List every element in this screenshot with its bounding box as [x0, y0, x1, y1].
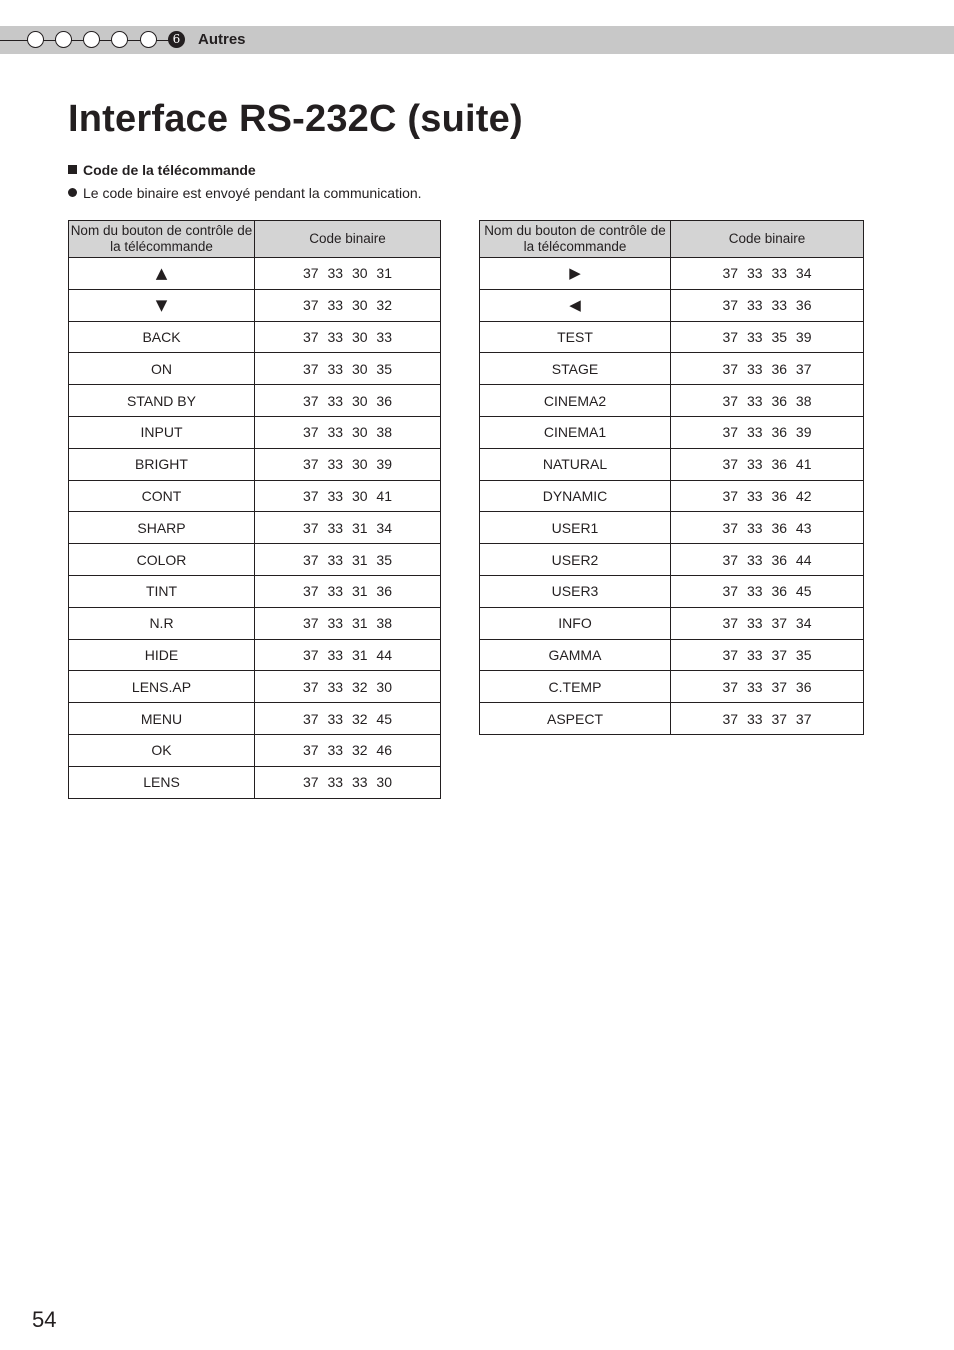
table-row — [69, 258, 441, 290]
column-header-name: Nom du bouton de contrôle de la télécommande — [69, 221, 255, 258]
table-row — [480, 544, 864, 576]
button-name-cell: USER1 — [480, 512, 671, 544]
table-row — [480, 416, 864, 448]
button-name-cell: ▲ — [69, 258, 255, 290]
table-row — [69, 575, 441, 607]
column-header-code: Code binaire — [671, 221, 864, 258]
table-row — [480, 703, 864, 735]
binary-code-cell: 37 33 35 39 — [671, 321, 864, 353]
button-name-cell: USER2 — [480, 544, 671, 576]
subheading-text: Code de la télécommande — [83, 162, 256, 178]
chapter-circle-5 — [140, 31, 157, 48]
code-table-left — [68, 220, 441, 799]
binary-code-cell: 37 33 36 45 — [671, 575, 864, 607]
button-name-cell: BACK — [69, 321, 255, 353]
binary-code-cell: 37 33 30 32 — [255, 289, 441, 321]
table-row — [69, 353, 441, 385]
button-name-cell: BRIGHT — [69, 448, 255, 480]
button-name-cell: LENS.AP — [69, 671, 255, 703]
table-row — [480, 639, 864, 671]
button-name-cell: INPUT — [69, 416, 255, 448]
binary-code-cell: 37 33 30 31 — [255, 258, 441, 290]
table-row — [69, 671, 441, 703]
column-header-name: Nom du bouton de contrôle de la télécommande — [480, 221, 671, 258]
binary-code-cell: 37 33 36 37 — [671, 353, 864, 385]
binary-code-cell: 37 33 32 45 — [255, 703, 441, 735]
note — [68, 185, 422, 202]
binary-code-cell: 37 33 31 36 — [255, 575, 441, 607]
binary-code-cell: 37 33 31 34 — [255, 512, 441, 544]
binary-code-cell: 37 33 30 38 — [255, 416, 441, 448]
table-row — [480, 512, 864, 544]
button-name-cell: CINEMA1 — [480, 416, 671, 448]
button-name-cell: TEST — [480, 321, 671, 353]
table-row — [480, 321, 864, 353]
table-row — [480, 353, 864, 385]
table-row — [69, 766, 441, 798]
chapter-number-badge: 6 — [168, 31, 185, 48]
chapter-circle-2 — [55, 31, 72, 48]
table-row — [69, 512, 441, 544]
binary-code-cell: 37 33 36 43 — [671, 512, 864, 544]
binary-code-cell: 37 33 37 35 — [671, 639, 864, 671]
button-name-cell: SHARP — [69, 512, 255, 544]
button-name-cell: GAMMA — [480, 639, 671, 671]
table-row — [480, 289, 864, 321]
column-header-code: Code binaire — [255, 221, 441, 258]
button-name-cell: OK — [69, 734, 255, 766]
binary-code-cell: 37 33 31 44 — [255, 639, 441, 671]
binary-code-cell: 37 33 31 35 — [255, 544, 441, 576]
button-name-cell: USER3 — [480, 575, 671, 607]
button-name-cell: STAGE — [480, 353, 671, 385]
code-table-right — [479, 220, 864, 735]
button-name-cell: ◀ — [480, 289, 671, 321]
button-name-cell: ▶ — [480, 258, 671, 290]
button-name-cell: TINT — [69, 575, 255, 607]
binary-code-cell: 37 33 37 34 — [671, 607, 864, 639]
button-name-cell: ▼ — [69, 289, 255, 321]
table-row — [69, 544, 441, 576]
table-row — [69, 385, 441, 417]
square-bullet-icon — [68, 165, 77, 174]
binary-code-cell: 37 33 37 36 — [671, 671, 864, 703]
binary-code-cell: 37 33 36 42 — [671, 480, 864, 512]
subheading — [68, 162, 256, 179]
table-row — [480, 671, 864, 703]
binary-code-cell: 37 33 30 36 — [255, 385, 441, 417]
table-row — [69, 448, 441, 480]
chapter-circle-4 — [111, 31, 128, 48]
binary-code-cell: 37 33 36 38 — [671, 385, 864, 417]
binary-code-cell: 37 33 37 37 — [671, 703, 864, 735]
binary-code-cell: 37 33 30 41 — [255, 480, 441, 512]
button-name-cell: HIDE — [69, 639, 255, 671]
button-name-cell: CINEMA2 — [480, 385, 671, 417]
chapter-circle-3 — [83, 31, 100, 48]
binary-code-cell: 37 33 33 36 — [671, 289, 864, 321]
table-row — [480, 480, 864, 512]
table-row — [69, 289, 441, 321]
button-name-cell: STAND BY — [69, 385, 255, 417]
binary-code-cell: 37 33 36 41 — [671, 448, 864, 480]
table-row — [480, 258, 864, 290]
binary-code-cell: 37 33 30 33 — [255, 321, 441, 353]
page-title: Interface RS-232C (suite) — [68, 98, 523, 140]
button-name-cell: ON — [69, 353, 255, 385]
page-number: 54 — [32, 1307, 57, 1332]
binary-code-cell: 37 33 30 35 — [255, 353, 441, 385]
binary-code-cell: 37 33 33 34 — [671, 258, 864, 290]
table-row — [480, 448, 864, 480]
button-name-cell: N.R — [69, 607, 255, 639]
table-row — [69, 734, 441, 766]
binary-code-cell: 37 33 33 30 — [255, 766, 441, 798]
table-row — [69, 321, 441, 353]
binary-code-cell: 37 33 36 39 — [671, 416, 864, 448]
binary-code-cell: 37 33 36 44 — [671, 544, 864, 576]
round-bullet-icon — [68, 188, 77, 197]
table-row — [69, 639, 441, 671]
chapter-circle-1 — [27, 31, 44, 48]
button-name-cell: NATURAL — [480, 448, 671, 480]
note-text: Le code binaire est envoyé pendant la communication. — [83, 185, 422, 201]
table-row — [480, 607, 864, 639]
binary-code-cell: 37 33 32 30 — [255, 671, 441, 703]
button-name-cell: CONT — [69, 480, 255, 512]
binary-code-cell: 37 33 31 38 — [255, 607, 441, 639]
button-name-cell: INFO — [480, 607, 671, 639]
table-row — [69, 416, 441, 448]
table-row — [69, 607, 441, 639]
table-row — [480, 575, 864, 607]
binary-code-cell: 37 33 30 39 — [255, 448, 441, 480]
button-name-cell: C.TEMP — [480, 671, 671, 703]
button-name-cell: COLOR — [69, 544, 255, 576]
button-name-cell: LENS — [69, 766, 255, 798]
button-name-cell: MENU — [69, 703, 255, 735]
button-name-cell: DYNAMIC — [480, 480, 671, 512]
binary-code-cell: 37 33 32 46 — [255, 734, 441, 766]
table-row — [69, 480, 441, 512]
table-row — [69, 703, 441, 735]
section-label: Autres — [198, 31, 246, 48]
table-row — [480, 385, 864, 417]
button-name-cell: ASPECT — [480, 703, 671, 735]
